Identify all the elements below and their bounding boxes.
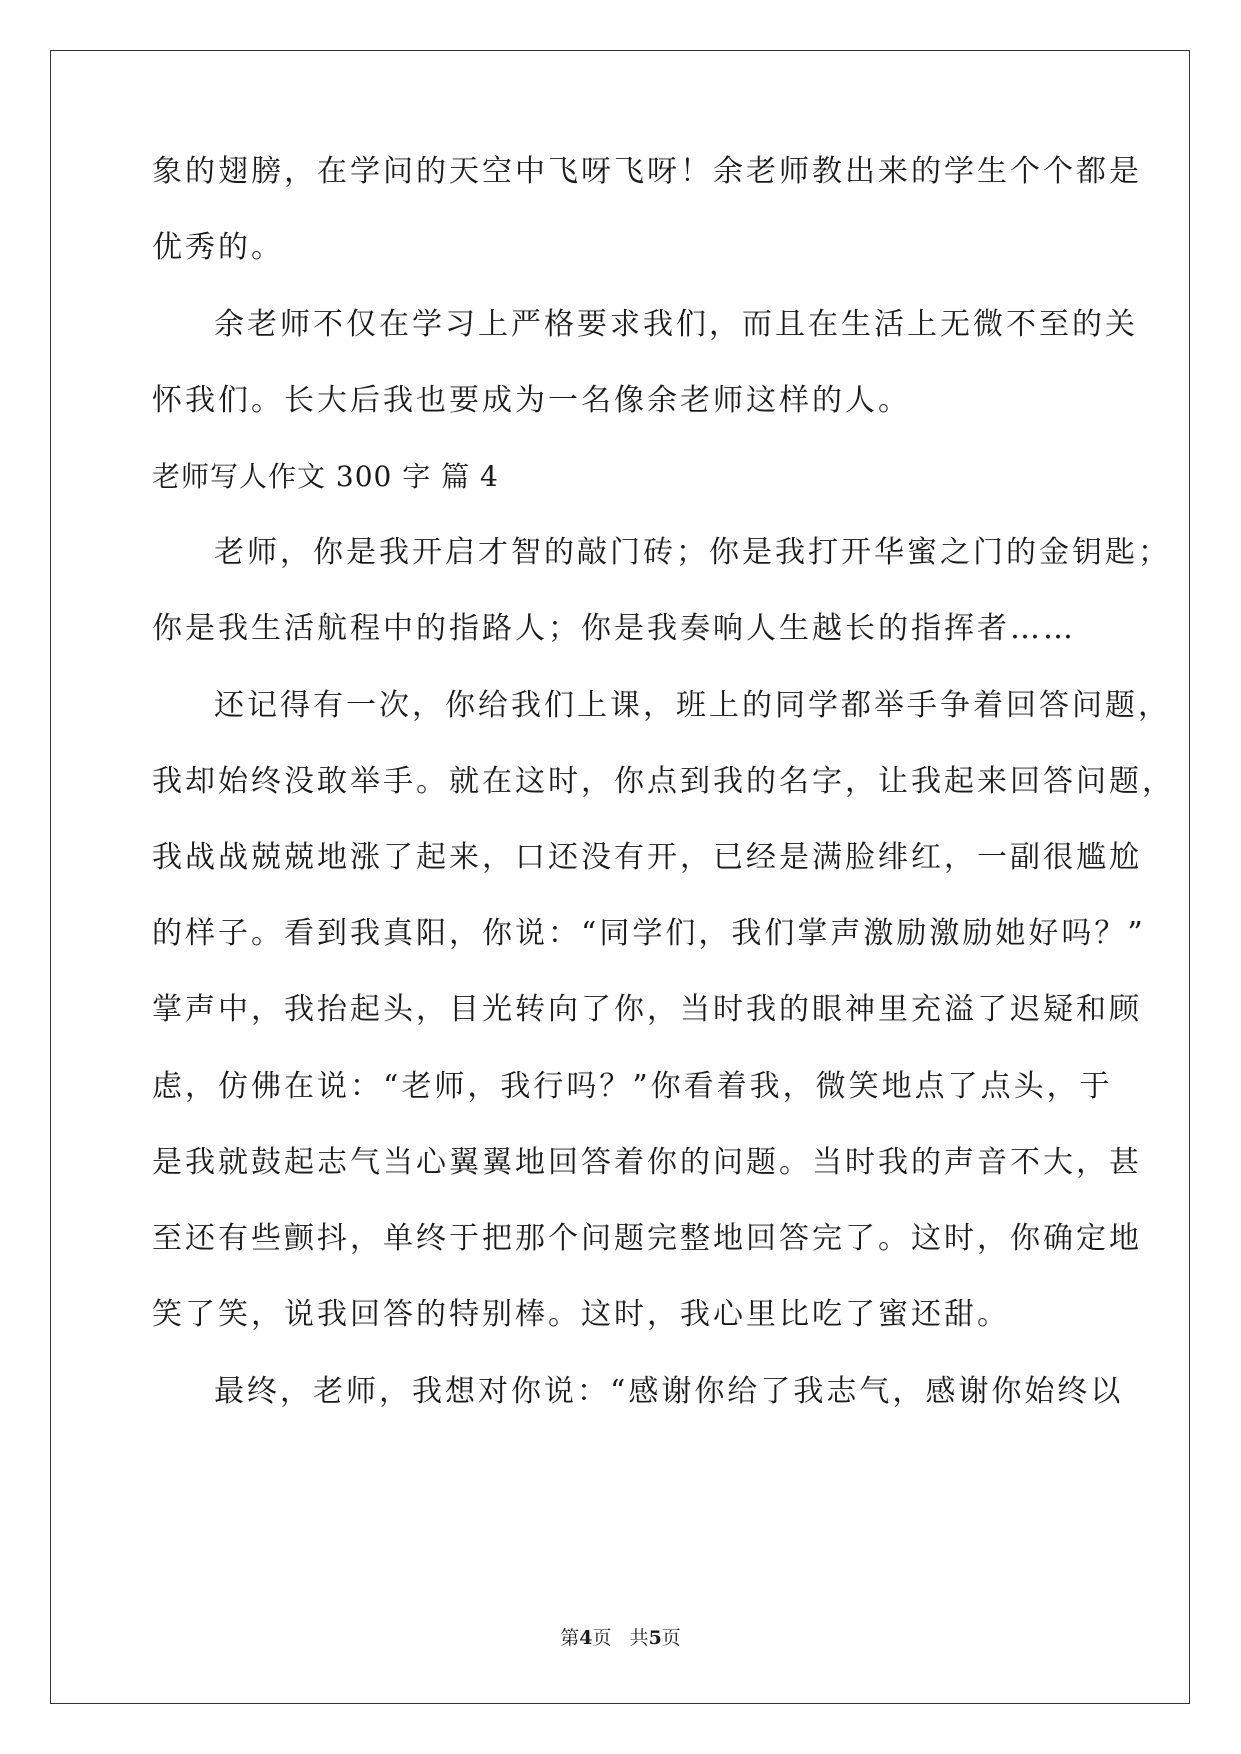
text-line: 优秀的。 bbox=[152, 230, 284, 265]
text-line: 老师，你是我开启才智的敲门砖；你是我打开华蜜之门的金钥匙； bbox=[214, 535, 1171, 570]
section-heading: 老师写人作文 300 字 篇 4 bbox=[152, 460, 499, 493]
text-line: 我战战兢兢地涨了起来，口还没有开，已经是满脸绯红，一副很尴尬 bbox=[152, 840, 1142, 875]
text-line: 笑了笑，说我回答的特别棒。这时，我心里比吃了蜜还甜。 bbox=[152, 1297, 1010, 1332]
text-line: 至还有些颤抖，单终于把那个问题完整地回答完了。这时，你确定地 bbox=[152, 1221, 1142, 1256]
text-line: 最终，老师，我想对你说：“感谢你给了我志气，感谢你始终以 bbox=[214, 1374, 1124, 1409]
footer-prefix: 第 bbox=[560, 1627, 580, 1649]
footer-middle: 页 共 bbox=[592, 1627, 649, 1649]
text-line: 你是我生活航程中的指路人；你是我奏响人生越长的指挥者…… bbox=[152, 611, 1076, 646]
text-line: 我却始终没敢举手。就在这时，你点到我的名字，让我起来回答问题， bbox=[152, 764, 1175, 799]
text-line: 掌声中，我抬起头，目光转向了你，当时我的眼神里充溢了迟疑和顾 bbox=[152, 992, 1142, 1027]
footer-total-pages: 5 bbox=[648, 1627, 662, 1649]
footer-suffix: 页 bbox=[661, 1627, 681, 1649]
page-footer bbox=[0, 1626, 1241, 1650]
text-line: 是我就鼓起志气当心翼翼地回答着你的问题。当时我的声音不大，甚 bbox=[152, 1145, 1142, 1180]
text-line: 余老师不仅在学习上严格要求我们，而且在生活上无微不至的关 bbox=[214, 307, 1138, 342]
text-line: 的样子。看到我真阳，你说：“同学们，我们掌声激励激励她好吗？” bbox=[152, 916, 1146, 951]
footer-page-number: 4 bbox=[579, 1627, 593, 1649]
text-line: 怀我们。长大后我也要成为一名像余老师这样的人。 bbox=[152, 383, 911, 418]
text-line: 还记得有一次，你给我们上课，班上的同学都举手争着回答问题， bbox=[214, 688, 1171, 723]
text-line: 虑，仿佛在说：“老师，我行吗？”你看着我，微笑地点了点头，于 bbox=[152, 1069, 1113, 1104]
text-line: 象的翅膀，在学问的天空中飞呀飞呀！余老师教出来的学生个个都是 bbox=[152, 154, 1142, 189]
